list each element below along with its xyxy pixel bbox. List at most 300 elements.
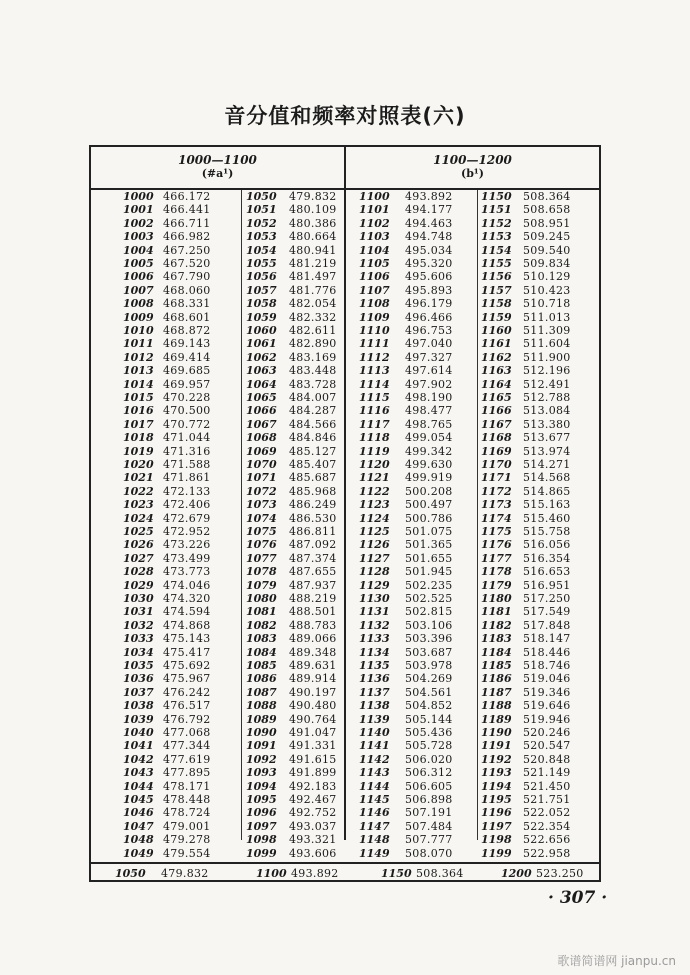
- cents-cell: 1133: [359, 632, 390, 646]
- cents-cell: 1175: [481, 525, 512, 538]
- frequency-cell: 503.687: [405, 645, 453, 659]
- cents-cell: 1091: [246, 739, 277, 753]
- table-row: [91, 766, 599, 779]
- cents-cell: 1044: [123, 779, 154, 793]
- cents-cell: 1141: [359, 739, 390, 753]
- frequency-cell: 505.728: [405, 739, 453, 753]
- cents-cell: 1160: [481, 324, 512, 337]
- page-number: · 307 ·: [548, 888, 608, 908]
- frequency-cell: 485.127: [289, 444, 337, 458]
- table-row: [91, 190, 599, 203]
- frequency-cell: 481.776: [289, 283, 337, 297]
- frequency-cell: 521.751: [523, 793, 571, 806]
- frequency-cell: 512.788: [523, 391, 571, 404]
- frequency-cell: 498.765: [405, 417, 453, 431]
- cents-cell: 1079: [246, 578, 277, 592]
- frequency-cell: 470.228: [163, 391, 211, 404]
- frequency-cell: 484.846: [289, 431, 337, 445]
- cents-cell: 1006: [123, 270, 154, 284]
- frequency-cell: 497.040: [405, 337, 453, 351]
- frequency-cell: 494.748: [405, 230, 453, 244]
- cents-cell: 1098: [246, 833, 277, 847]
- frequency-cell: 474.868: [163, 618, 211, 632]
- frequency-cell: 486.530: [289, 511, 337, 525]
- cents-cell: 1153: [481, 230, 512, 244]
- frequency-cell: 472.952: [163, 525, 211, 538]
- frequency-cell: 470.500: [163, 404, 211, 418]
- cents-cell: 1166: [481, 404, 512, 418]
- cents-cell: 1087: [246, 685, 277, 699]
- footer-cents: 1100: [256, 867, 287, 880]
- table-row: [91, 244, 599, 257]
- cents-cell: 1191: [481, 739, 512, 753]
- frequency-cell: 499.342: [405, 444, 453, 458]
- frequency-cell: 509.834: [523, 257, 571, 270]
- cents-cell: 1114: [359, 377, 390, 391]
- frequency-cell: 503.106: [405, 618, 453, 632]
- frequency-cell: 475.143: [163, 632, 211, 646]
- cents-cell: 1076: [246, 538, 277, 552]
- frequency-cell: 499.054: [405, 431, 453, 445]
- table-row: [91, 431, 599, 444]
- cents-cell: 1107: [359, 283, 390, 297]
- cents-cell: 1101: [359, 203, 390, 217]
- cents-cell: 1193: [481, 766, 512, 780]
- cents-cell: 1061: [246, 337, 277, 351]
- cents-cell: 1173: [481, 498, 512, 512]
- frequency-cell: 511.013: [523, 310, 571, 324]
- cents-cell: 1096: [246, 806, 277, 820]
- frequency-cell: 510.129: [523, 270, 571, 284]
- cents-cell: 1017: [123, 417, 154, 431]
- cents-cell: 1130: [359, 592, 390, 605]
- table-row: [91, 471, 599, 484]
- cents-cell: 1000: [123, 190, 154, 203]
- frequency-cell: 497.614: [405, 364, 453, 378]
- table-row: [91, 806, 599, 819]
- cents-cell: 1036: [123, 672, 154, 686]
- table-row: [91, 659, 599, 672]
- watermark: 歌谱简谱网 jianpu.cn: [557, 954, 676, 968]
- cents-cell: 1066: [246, 404, 277, 418]
- frequency-cell: 508.364: [523, 190, 571, 203]
- cents-cell: 1057: [246, 283, 277, 297]
- frequency-cell: 477.068: [163, 726, 211, 739]
- table-row: [91, 579, 599, 592]
- frequency-cell: 495.034: [405, 243, 453, 257]
- frequency-cell: 487.092: [289, 538, 337, 552]
- frequency-cell: 503.396: [405, 632, 453, 646]
- frequency-cell: 491.899: [289, 766, 337, 780]
- cents-cell: 1056: [246, 270, 277, 284]
- frequency-cell: 497.327: [405, 350, 453, 364]
- cents-cell: 1134: [359, 645, 390, 659]
- frequency-cell: 490.764: [289, 712, 337, 726]
- cents-cell: 1176: [481, 538, 512, 552]
- frequency-cell: 493.892: [405, 190, 453, 203]
- frequency-cell: 521.149: [523, 766, 571, 780]
- frequency-cell: 518.446: [523, 645, 571, 659]
- frequency-cell: 502.525: [405, 592, 453, 605]
- cents-cell: 1094: [246, 779, 277, 793]
- cents-cell: 1020: [123, 458, 154, 471]
- frequency-cell: 511.900: [523, 350, 571, 364]
- frequency-cell: 489.914: [289, 672, 337, 686]
- cents-cell: 1197: [481, 819, 512, 833]
- cents-cell: 1060: [246, 324, 277, 337]
- cents-cell: 1058: [246, 297, 277, 311]
- frequency-cell: 466.172: [163, 190, 211, 203]
- cents-cell: 1025: [123, 525, 154, 538]
- frequency-cell: 504.269: [405, 672, 453, 686]
- frequency-cell: 475.417: [163, 645, 211, 659]
- cents-cell: 1100: [359, 190, 390, 203]
- cents-cell: 1147: [359, 819, 390, 833]
- frequency-cell: 490.197: [289, 685, 337, 699]
- frequency-cell: 477.619: [163, 752, 211, 766]
- cents-cell: 1106: [359, 270, 390, 284]
- frequency-cell: 478.171: [163, 779, 211, 793]
- table-row: [91, 686, 599, 699]
- frequency-cell: 474.320: [163, 592, 211, 605]
- cents-cell: 1043: [123, 766, 154, 780]
- frequency-cell: 468.331: [163, 297, 211, 311]
- cents-cell: 1182: [481, 618, 512, 632]
- frequency-cell: 519.646: [523, 699, 571, 713]
- cents-cell: 1045: [123, 793, 154, 806]
- frequency-cell: 469.414: [163, 350, 211, 364]
- cents-cell: 1112: [359, 350, 390, 364]
- table-row: [91, 391, 599, 404]
- frequency-cell: 513.084: [523, 404, 571, 418]
- frequency-cell: 500.497: [405, 498, 453, 512]
- cents-cell: 1168: [481, 431, 512, 445]
- table-row: [91, 270, 599, 283]
- frequency-cell: 514.865: [523, 484, 571, 498]
- cents-cell: 1024: [123, 511, 154, 525]
- frequency-cell: 472.406: [163, 498, 211, 512]
- cents-cell: 1090: [246, 726, 277, 739]
- footer-freq: 493.892: [291, 867, 339, 880]
- cents-cell: 1179: [481, 578, 512, 592]
- cents-cell: 1185: [481, 659, 512, 672]
- cents-cell: 1144: [359, 779, 390, 793]
- table-row: [91, 445, 599, 458]
- frequency-cell: 467.790: [163, 270, 211, 284]
- frequency-cell: 506.605: [405, 779, 453, 793]
- cents-cell: 1165: [481, 391, 512, 404]
- frequency-cell: 467.520: [163, 257, 211, 270]
- frequency-cell: 513.677: [523, 431, 571, 445]
- frequency-cell: 522.656: [523, 833, 571, 847]
- frequency-cell: 485.968: [289, 484, 337, 498]
- frequency-cell: 492.467: [289, 793, 337, 806]
- cents-cell: 1195: [481, 793, 512, 806]
- cents-cell: 1003: [123, 230, 154, 244]
- cents-cell: 1167: [481, 417, 512, 431]
- cents-cell: 1116: [359, 404, 390, 418]
- frequency-cell: 502.815: [405, 605, 453, 619]
- table-row: [91, 833, 599, 846]
- cents-cell: 1085: [246, 659, 277, 672]
- cents-cell: 1018: [123, 431, 154, 445]
- cents-cell: 1189: [481, 712, 512, 726]
- cents-cell: 1015: [123, 391, 154, 404]
- table-header: [91, 147, 599, 190]
- cents-cell: 1172: [481, 484, 512, 498]
- cents-cell: 1198: [481, 833, 512, 847]
- frequency-cell: 477.344: [163, 739, 211, 753]
- table-row: [91, 351, 599, 364]
- cents-cell: 1196: [481, 806, 512, 820]
- frequency-cell: 500.786: [405, 511, 453, 525]
- footer-freq: 523.250: [536, 867, 584, 880]
- frequency-cell: 492.752: [289, 806, 337, 820]
- frequency-cell: 482.611: [289, 324, 337, 337]
- cents-cell: 1128: [359, 565, 390, 579]
- cents-cell: 1013: [123, 364, 154, 378]
- frequency-cell: 495.893: [405, 283, 453, 297]
- cents-cell: 1038: [123, 699, 154, 713]
- frequency-cell: 483.169: [289, 350, 337, 364]
- frequency-cell: 503.978: [405, 659, 453, 672]
- cents-cell: 1042: [123, 752, 154, 766]
- cents-cell: 1152: [481, 216, 512, 230]
- cents-cell: 1188: [481, 699, 512, 713]
- cents-cell: 1049: [123, 846, 154, 860]
- cents-cell: 1086: [246, 672, 277, 686]
- cents-cell: 1174: [481, 511, 512, 525]
- cents-cell: 1009: [123, 310, 154, 324]
- table-row: [91, 498, 599, 511]
- frequency-cell: 516.653: [523, 565, 571, 579]
- cents-cell: 1169: [481, 444, 512, 458]
- cents-cell: 1069: [246, 444, 277, 458]
- cents-cell: 1105: [359, 257, 390, 270]
- frequency-cell: 479.554: [163, 846, 211, 860]
- cents-cell: 1074: [246, 511, 277, 525]
- frequency-cell: 507.484: [405, 819, 453, 833]
- frequency-cell: 508.658: [523, 203, 571, 217]
- cents-cell: 1011: [123, 337, 154, 351]
- frequency-cell: 468.060: [163, 283, 211, 297]
- cents-cell: 1063: [246, 364, 277, 378]
- cents-cell: 1027: [123, 551, 154, 565]
- frequency-cell: 495.320: [405, 257, 453, 270]
- header-right-range: 1100—1200: [433, 153, 512, 167]
- cents-cell: 1126: [359, 538, 390, 552]
- frequency-cell: 474.594: [163, 605, 211, 619]
- cents-cell: 1007: [123, 283, 154, 297]
- cents-cell: 1118: [359, 431, 390, 445]
- frequency-cell: 480.109: [289, 203, 337, 217]
- cents-cell: 1148: [359, 833, 390, 847]
- frequency-cell: 514.271: [523, 458, 571, 471]
- frequency-cell: 522.354: [523, 819, 571, 833]
- frequency-cell: 518.147: [523, 632, 571, 646]
- cents-cell: 1083: [246, 632, 277, 646]
- frequency-cell: 506.020: [405, 752, 453, 766]
- table-row: [91, 538, 599, 551]
- cents-cell: 1162: [481, 350, 512, 364]
- cents-cell: 1053: [246, 230, 277, 244]
- frequency-cell: 477.895: [163, 766, 211, 780]
- cents-cell: 1077: [246, 551, 277, 565]
- frequency-cell: 501.945: [405, 565, 453, 579]
- table-row: [91, 297, 599, 310]
- cents-cell: 1040: [123, 726, 154, 739]
- frequency-cell: 487.374: [289, 551, 337, 565]
- frequency-cell: 475.692: [163, 659, 211, 672]
- cents-cell: 1016: [123, 404, 154, 418]
- cents-cell: 1034: [123, 645, 154, 659]
- frequency-cell: 468.601: [163, 310, 211, 324]
- frequency-cell: 519.046: [523, 672, 571, 686]
- table-row: [91, 753, 599, 766]
- frequency-cell: 482.890: [289, 337, 337, 351]
- cents-cell: 1108: [359, 297, 390, 311]
- frequency-cell: 498.477: [405, 404, 453, 418]
- frequency-cell: 511.604: [523, 337, 571, 351]
- cents-cell: 1023: [123, 498, 154, 512]
- frequency-cell: 502.235: [405, 578, 453, 592]
- frequency-cell: 484.007: [289, 391, 337, 404]
- cents-cell: 1032: [123, 618, 154, 632]
- frequency-cell: 472.679: [163, 511, 211, 525]
- cents-cell: 1125: [359, 525, 390, 538]
- cents-cell: 1171: [481, 471, 512, 485]
- frequency-cell: 517.848: [523, 618, 571, 632]
- frequency-cell: 478.448: [163, 793, 211, 806]
- frequency-cell: 475.967: [163, 672, 211, 686]
- table-row: [91, 565, 599, 578]
- frequency-cell: 488.501: [289, 605, 337, 619]
- frequency-cell: 478.724: [163, 806, 211, 820]
- frequency-cell: 497.902: [405, 377, 453, 391]
- frequency-cell: 485.407: [289, 458, 337, 471]
- frequency-cell: 515.758: [523, 525, 571, 538]
- frequency-cell: 501.075: [405, 525, 453, 538]
- cents-cell: 1187: [481, 685, 512, 699]
- cents-cell: 1137: [359, 685, 390, 699]
- frequency-cell: 481.497: [289, 270, 337, 284]
- frequency-cell: 505.144: [405, 712, 453, 726]
- cents-cell: 1159: [481, 310, 512, 324]
- cents-cell: 1127: [359, 551, 390, 565]
- table-row: [91, 364, 599, 377]
- cents-cell: 1132: [359, 618, 390, 632]
- table-row: [91, 605, 599, 618]
- frequency-cell: 517.549: [523, 605, 571, 619]
- table-row: [91, 619, 599, 632]
- cents-cell: 1199: [481, 846, 512, 860]
- frequency-cell: 504.561: [405, 685, 453, 699]
- cents-cell: 1124: [359, 511, 390, 525]
- frequency-cell: 480.664: [289, 230, 337, 244]
- cents-cell: 1054: [246, 243, 277, 257]
- frequency-cell: 469.143: [163, 337, 211, 351]
- frequency-cell: 481.219: [289, 257, 337, 270]
- cents-cell: 1143: [359, 766, 390, 780]
- frequency-cell: 487.937: [289, 578, 337, 592]
- frequency-cell: 492.183: [289, 779, 337, 793]
- cents-cell: 1067: [246, 417, 277, 431]
- frequency-cell: 519.946: [523, 712, 571, 726]
- frequency-cell: 504.852: [405, 699, 453, 713]
- cents-cell: 1035: [123, 659, 154, 672]
- frequency-cell: 496.466: [405, 310, 453, 324]
- frequency-cell: 483.448: [289, 364, 337, 378]
- cents-cell: 1065: [246, 391, 277, 404]
- cents-cell: 1073: [246, 498, 277, 512]
- frequency-cell: 468.872: [163, 324, 211, 337]
- frequency-cell: 516.056: [523, 538, 571, 552]
- frequency-cell: 506.898: [405, 793, 453, 806]
- frequency-cell: 476.242: [163, 685, 211, 699]
- frequency-cell: 507.191: [405, 806, 453, 820]
- frequency-cell: 506.312: [405, 766, 453, 780]
- table-row: [91, 713, 599, 726]
- cents-cell: 1135: [359, 659, 390, 672]
- footer-freq: 479.832: [161, 867, 209, 880]
- cents-cell: 1068: [246, 431, 277, 445]
- frequency-cell: 512.196: [523, 364, 571, 378]
- frequency-cell: 491.331: [289, 739, 337, 753]
- frequency-cell: 501.365: [405, 538, 453, 552]
- table-row: [91, 847, 599, 860]
- cents-cell: 1177: [481, 551, 512, 565]
- frequency-cell: 518.746: [523, 659, 571, 672]
- cents-cell: 1183: [481, 632, 512, 646]
- cents-cell: 1088: [246, 699, 277, 713]
- table-row: [91, 646, 599, 659]
- cents-cell: 1109: [359, 310, 390, 324]
- frequency-cell: 491.047: [289, 726, 337, 739]
- frequency-cell: 515.163: [523, 498, 571, 512]
- frequency-cell: 471.044: [163, 431, 211, 445]
- cents-cell: 1156: [481, 270, 512, 284]
- table-row: [91, 793, 599, 806]
- header-left-range: 1000—1100: [178, 153, 257, 167]
- cents-cell: 1062: [246, 350, 277, 364]
- cents-cell: 1192: [481, 752, 512, 766]
- table-row: [91, 284, 599, 297]
- cents-cell: 1121: [359, 471, 390, 485]
- frequency-cell: 499.630: [405, 458, 453, 471]
- cents-cell: 1181: [481, 605, 512, 619]
- cents-cell: 1120: [359, 458, 390, 471]
- cents-cell: 1117: [359, 417, 390, 431]
- frequency-cell: 494.177: [405, 203, 453, 217]
- frequency-cell: 511.309: [523, 324, 571, 337]
- frequency-cell: 471.861: [163, 471, 211, 485]
- table-row: [91, 820, 599, 833]
- cents-cell: 1037: [123, 685, 154, 699]
- cents-cell: 1123: [359, 498, 390, 512]
- frequency-cell: 521.450: [523, 779, 571, 793]
- cents-cell: 1059: [246, 310, 277, 324]
- frequency-cell: 510.423: [523, 283, 571, 297]
- frequency-cell: 469.957: [163, 377, 211, 391]
- frequency-cell: 489.348: [289, 645, 337, 659]
- cents-cell: 1194: [481, 779, 512, 793]
- cents-cell: 1008: [123, 297, 154, 311]
- cents-cell: 1005: [123, 257, 154, 270]
- frequency-cell: 495.606: [405, 270, 453, 284]
- cents-cell: 1097: [246, 819, 277, 833]
- frequency-cell: 484.287: [289, 404, 337, 418]
- frequency-cell: 522.958: [523, 846, 571, 860]
